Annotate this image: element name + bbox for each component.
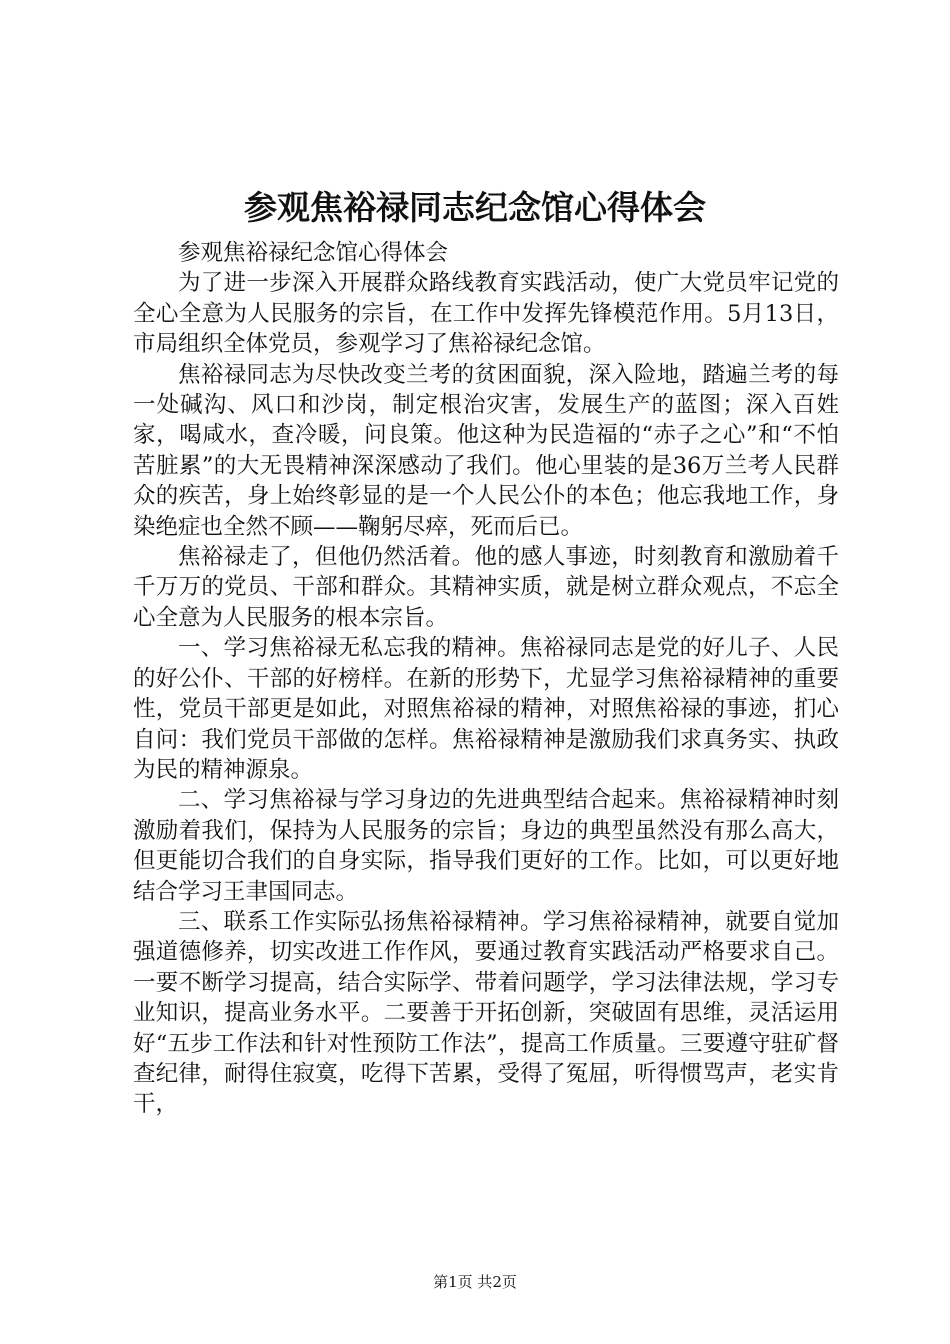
document-body [133,238,839,1120]
subtitle-paragraph: 参观焦裕禄纪念馆心得体会 [178,240,449,266]
point-three-paragraph: 三、联系工作实际弘扬焦裕禄精神。学习焦裕禄精神，就要自觉加强道德修养，切实改进工作作风，要通过教育实践活动严格要求自己。一要不断学习提高，结合实际学、带着问题学，学习法律法规，学习专业知识，提高业务水平。二要善于开拓创新，突破固有思维，灵活运用好“五步工作法和针对性预防工作法”，提高工作质量。三要遵守驻矿督查纪律，耐得住寂寞，吃得下苦累，受得了冤屈，听得惯骂声，老实肯干， [133,908,839,1118]
point-two-paragraph: 二、学习焦裕禄与学习身边的先进典型结合起来。焦裕禄精神时刻激励着我们，保持为人民服务的宗旨；身边的典型虽然没有那么高大，但更能切合我们的自身实际，指导我们更好的工作。比如，可以更好地结合学习王聿国同志。 [133,787,839,905]
body-paragraph: 焦裕禄同志为尽快改变兰考的贫困面貌，深入险地，踏遍兰考的每一处碱沟、风口和沙岗，制定根治灾害，发展生产的蓝图；深入百姓家，喝咸水，查冷暖，问良策。他这种为民造福的“赤子之心”和“不怕苦脏累”的大无畏精神深深感动了我们。他心里装的是36万兰考人民群众的疾苦，身上始终彰显的是一个人民公仆的本色；他忘我地工作，身染绝症也全然不顾——鞠躬尽瘁，死而后已。 [133,361,839,540]
intro-paragraph: 为了进一步深入开展群众路线教育实践活动，使广大党员牢记党的全心全意为人民服务的宗旨，在工作中发挥先锋模范作用。5月13日，市局组织全体党员，参观学习了焦裕禄纪念馆。 [133,270,839,358]
body-paragraph: 焦裕禄走了，但他仍然活着。他的感人事迹，时刻教育和激励着千千万万的党员、干部和群众。其精神实质，就是树立群众观点，不忘全心全意为人民服务的根本宗旨。 [133,544,839,631]
point-one-paragraph: 一、学习焦裕禄无私忘我的精神。焦裕禄同志是党的好儿子、人民的好公仆、干部的好榜样。在新的形势下，尤显学习焦裕禄精神的重要性，党员干部更是如此，对照焦裕禄的精神，对照焦裕禄的事迹，扪心自问：我们党员干部做的怎样。焦裕禄精神是激励我们求真务实、执政为民的精神源泉。 [133,635,839,783]
document-title: 参观焦裕禄同志纪念馆心得体会 [244,188,706,227]
page-number-footer: 第1页 共2页 [433,1273,517,1291]
